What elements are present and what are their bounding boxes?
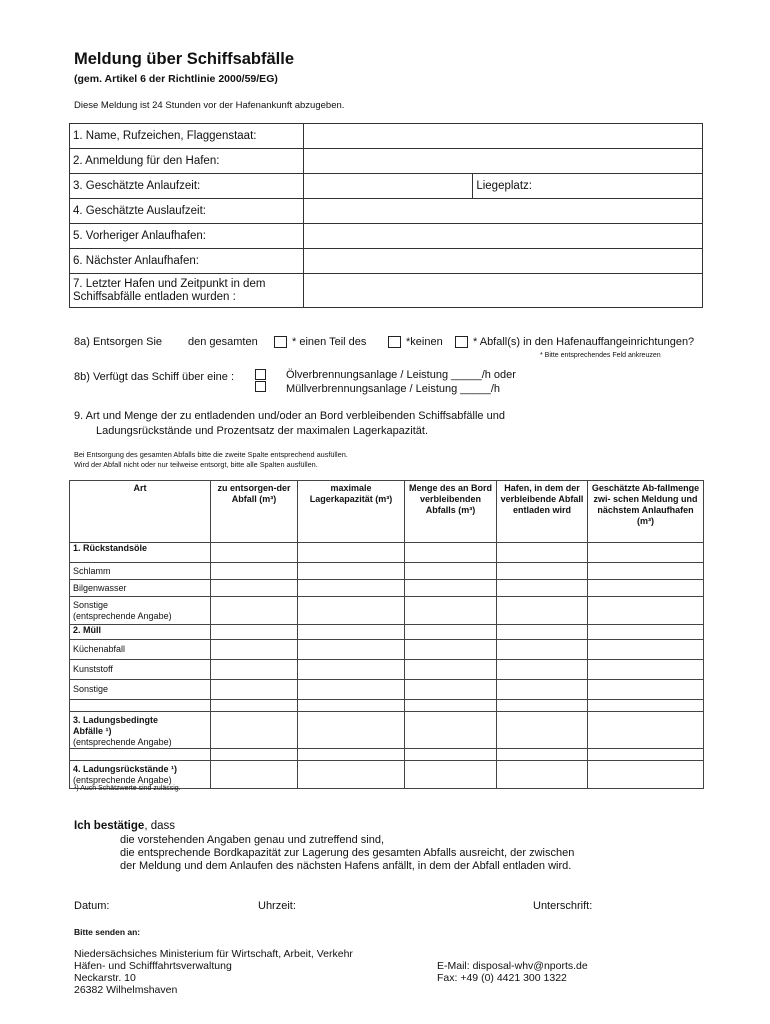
- q8b-waste-incinerator-checkbox[interactable]: [255, 381, 266, 392]
- table-cell[interactable]: [211, 580, 298, 597]
- q8b-waste-incinerator-label: Müllverbrennungsanlage / Leistung _____/h: [286, 383, 501, 395]
- table-cell[interactable]: [588, 761, 704, 789]
- table-cell[interactable]: [211, 712, 298, 749]
- page-subtitle: (gem. Artikel 6 der Richtlinie 2000/59/EG): [74, 73, 278, 85]
- table-cell[interactable]: [497, 761, 588, 789]
- address-line1: Niedersächsiches Ministerium für Wirtschaft, Arbeit, Verkehr: [74, 948, 353, 960]
- table-cell[interactable]: [497, 597, 588, 625]
- departure-time-label: 4. Geschätzte Auslaufzeit:: [70, 199, 304, 224]
- table-cell[interactable]: [497, 543, 588, 563]
- q8a-none-checkbox[interactable]: [455, 336, 468, 348]
- table-cell[interactable]: [588, 640, 704, 660]
- table-cell[interactable]: [211, 640, 298, 660]
- q8a-part-label: * einen Teil des: [292, 336, 367, 348]
- address-line2: Häfen- und Schifffahrtsverwaltung: [74, 960, 232, 972]
- table-cell-empty: [70, 700, 211, 712]
- ship-info-table: [69, 123, 703, 308]
- table-cell[interactable]: [211, 680, 298, 700]
- q8a-all-checkbox[interactable]: [274, 336, 287, 348]
- address-line3: Neckarstr. 10: [74, 972, 136, 984]
- col-header-remaining: Menge des an Bord verbleibenden Abfalls (m³): [405, 481, 497, 543]
- table-cell[interactable]: [405, 640, 497, 660]
- q8a-note: * Bitte entsprechendes Feld ankreuzen: [540, 352, 661, 359]
- table-cell[interactable]: [405, 543, 497, 563]
- table-cell[interactable]: [588, 749, 704, 761]
- signature-label: Unterschrift:: [533, 900, 593, 912]
- table-row-label: Kunststoff: [70, 660, 211, 680]
- last-disposal-port-field[interactable]: [303, 274, 702, 308]
- table-cell[interactable]: [298, 597, 405, 625]
- table-cell[interactable]: [497, 640, 588, 660]
- col-header-disposal-port: Hafen, in dem der verbleibende Abfall entladen wird: [497, 481, 588, 543]
- table-row-label: Bilgenwasser: [70, 580, 211, 597]
- table-cell[interactable]: [298, 700, 405, 712]
- footnote: ¹) Auch Schätzwerte sind zulässig.: [74, 785, 181, 792]
- table-cell[interactable]: [211, 660, 298, 680]
- confirmation-lead-bold: Ich bestätige: [74, 820, 145, 832]
- table-cell[interactable]: [588, 712, 704, 749]
- table-cell[interactable]: [497, 563, 588, 580]
- col-header-type: Art: [70, 481, 211, 543]
- table-cell[interactable]: [405, 749, 497, 761]
- row-label-line2: (entsprechende Angabe): [73, 775, 172, 785]
- port-registration-label: 2. Anmeldung für den Hafen:: [70, 149, 304, 174]
- table-cell[interactable]: [298, 640, 405, 660]
- table-cell[interactable]: [588, 563, 704, 580]
- table-cell[interactable]: [497, 660, 588, 680]
- q9-line2: Ladungsrückstände und Prozentsatz der maximalen Lagerkapazität.: [96, 425, 429, 437]
- confirmation-lead-rest: , dass: [144, 820, 175, 832]
- q8a-none-label: *keinen: [406, 336, 443, 348]
- confirmation-line3: der Meldung und dem Anlaufen des nächsten Hafens anfällt, in dem der Abfall entladen wird.: [120, 860, 572, 872]
- table-cell[interactable]: [405, 597, 497, 625]
- table-cell[interactable]: [298, 680, 405, 700]
- table-cell[interactable]: [298, 543, 405, 563]
- table-cell[interactable]: [211, 749, 298, 761]
- table-cell[interactable]: [588, 543, 704, 563]
- next-port-label: 6. Nächster Anlaufhafen:: [70, 249, 304, 274]
- last-disposal-port-line1: 7. Letzter Hafen und Zeitpunkt in dem: [73, 277, 266, 290]
- send-to-label: Bitte senden an:: [74, 927, 141, 937]
- previous-port-field[interactable]: [303, 224, 702, 249]
- contact-fax: Fax: +49 (0) 4421 300 1322: [437, 972, 567, 984]
- row-label-line2: Abfälle ¹): [73, 726, 112, 736]
- confirmation-line1: die vorstehenden Angaben genau und zutreffend sind,: [120, 834, 385, 846]
- row-label-line1: Sonstige: [73, 600, 109, 610]
- col-header-max-capacity: maximale Lagerkapazität (m³): [298, 481, 405, 543]
- berth-field[interactable]: [473, 174, 703, 199]
- table-cell[interactable]: [405, 660, 497, 680]
- table-cell[interactable]: [298, 712, 405, 749]
- table-cell[interactable]: [497, 625, 588, 640]
- q8a-all-label: den gesamten: [188, 336, 258, 348]
- q9-line1: 9. Art und Menge der zu entladenden und/oder an Bord verbleibenden Schiffsabfälle und: [74, 410, 505, 422]
- table-cell[interactable]: [405, 761, 497, 789]
- table-cell[interactable]: [497, 712, 588, 749]
- date-label: Datum:: [74, 900, 110, 912]
- last-disposal-port-line2: Schiffsabfälle entladen wurden :: [73, 290, 236, 303]
- table-cell[interactable]: [298, 625, 405, 640]
- row-label-line2: (entsprechende Angabe): [73, 611, 172, 621]
- confirmation-lead: [74, 820, 175, 832]
- confirmation-line2: die entsprechende Bordkapazität zur Lagerung des gesamten Abfalls ausreicht, der zwischen: [120, 847, 575, 859]
- q9-hint1: Bei Entsorgung des gesamten Abfalls bitte die zweite Spalte entsprechend ausfüllen.: [74, 450, 348, 459]
- q8a-question-label: * Abfall(s) in den Hafenauffangeinrichtungen?: [473, 336, 695, 348]
- q9-hint2: Wird der Abfall nicht oder nur teilweise entsorgt, bitte alle Spalten ausfüllen.: [74, 460, 318, 469]
- table-cell[interactable]: [405, 580, 497, 597]
- table-row-label: [70, 597, 211, 625]
- departure-time-field[interactable]: [303, 199, 702, 224]
- table-row-label: Küchenabfall: [70, 640, 211, 660]
- q8a-label: 8a) Entsorgen Sie: [74, 336, 163, 348]
- table-cell[interactable]: [588, 660, 704, 680]
- table-cell[interactable]: [298, 749, 405, 761]
- table-cell[interactable]: [497, 749, 588, 761]
- table-cell[interactable]: [211, 563, 298, 580]
- table-cell[interactable]: [298, 580, 405, 597]
- table-cell[interactable]: [211, 543, 298, 563]
- submission-notice: Diese Meldung ist 24 Stunden vor der Hafenankunft abzugeben.: [74, 100, 345, 111]
- arrival-time-field[interactable]: [303, 174, 473, 199]
- table-cell[interactable]: [588, 597, 704, 625]
- table-row-label: Sonstige: [70, 680, 211, 700]
- ship-name-label: 1. Name, Rufzeichen, Flaggenstaat:: [70, 124, 304, 149]
- table-row-label: Schlamm: [70, 563, 211, 580]
- table-cell[interactable]: [298, 563, 405, 580]
- table-cell[interactable]: [405, 712, 497, 749]
- table-cell[interactable]: [497, 700, 588, 712]
- table-cell[interactable]: [298, 761, 405, 789]
- q8a-part-checkbox[interactable]: [388, 336, 401, 348]
- row-label-line1: 4. Ladungsrückstände ¹): [73, 764, 178, 774]
- port-registration-field[interactable]: [303, 149, 702, 174]
- table-cell[interactable]: [497, 680, 588, 700]
- contact-email[interactable]: E-Mail: disposal-whv@nports.de: [437, 960, 588, 972]
- table-cell[interactable]: [588, 700, 704, 712]
- time-label: Uhrzeit:: [258, 900, 296, 912]
- table-cell[interactable]: [497, 580, 588, 597]
- table-cell[interactable]: [588, 580, 704, 597]
- q8b-oil-incinerator-checkbox[interactable]: [255, 369, 266, 380]
- table-cell[interactable]: [211, 597, 298, 625]
- row-label-line1: 3. Ladungsbedingte: [73, 715, 159, 725]
- table-cell[interactable]: [405, 563, 497, 580]
- table-cell[interactable]: [211, 625, 298, 640]
- q8b-label: 8b) Verfügt das Schiff über eine :: [74, 371, 235, 383]
- table-cell[interactable]: [405, 700, 497, 712]
- table-cell[interactable]: [588, 680, 704, 700]
- table-cell[interactable]: [211, 700, 298, 712]
- col-header-to-dispose: zu entsorgen-der Abfall (m³): [211, 481, 298, 543]
- arrival-time-label: 3. Geschätzte Anlaufzeit:: [70, 174, 304, 199]
- page-title: Meldung über Schiffsabfälle: [74, 50, 295, 68]
- table-cell[interactable]: [405, 680, 497, 700]
- col-header-estimated: Geschätzte Ab-fallmenge zwi- schen Meldung und nächstem Anlaufhafen (m³): [588, 481, 704, 543]
- last-disposal-port-label: [70, 274, 304, 308]
- previous-port-label: 5. Vorheriger Anlaufhafen:: [70, 224, 304, 249]
- berth-label: Liegeplatz:: [476, 179, 532, 192]
- table-cell[interactable]: [211, 761, 298, 789]
- table-row-label: 2. Müll: [70, 625, 211, 640]
- table-cell[interactable]: [405, 625, 497, 640]
- table-cell[interactable]: [298, 660, 405, 680]
- waste-table: [69, 480, 704, 789]
- address-line4: 26382 Wilhelmshaven: [74, 984, 178, 996]
- q8b-oil-incinerator-label: Ölverbrennungsanlage / Leistung _____/h oder: [286, 369, 516, 381]
- table-cell[interactable]: [588, 625, 704, 640]
- ship-name-field[interactable]: [303, 124, 702, 149]
- table-cell-empty: [70, 749, 211, 761]
- row-label-line3: (entsprechende Angabe): [73, 737, 172, 747]
- table-row-label: 1. Rückstandsöle: [70, 543, 211, 563]
- next-port-field[interactable]: [303, 249, 702, 274]
- table-row-label: [70, 712, 211, 749]
